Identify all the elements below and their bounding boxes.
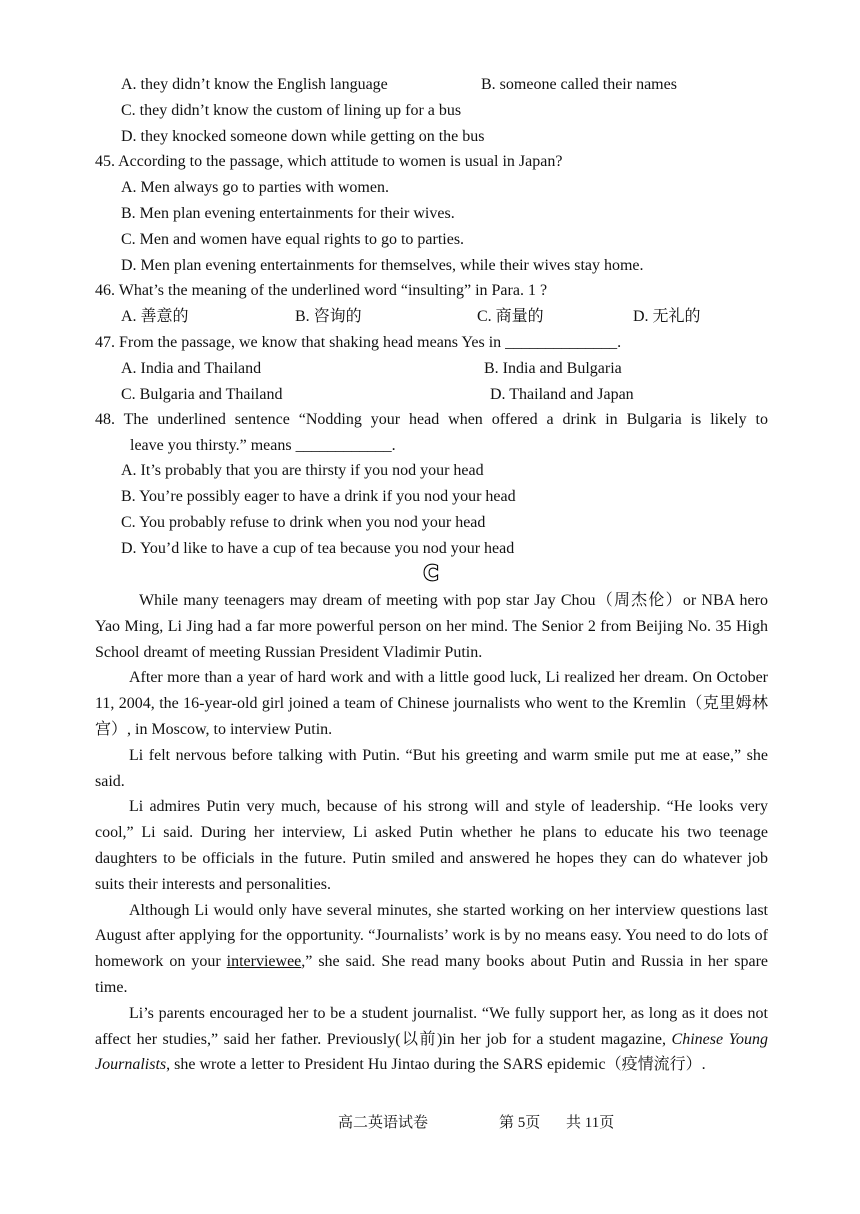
q46-option-b: B. 咨询的 [295,308,362,325]
p6-text-before: Li’s parents encouraged her to be a student journalist. “We fully support her, as long as it does not affect her studies,” said her father. Previously(以前)in her job for a student magazine, [95,1004,768,1048]
q45-option-c: C. Men and women have equal rights to go to parties. [121,231,465,248]
q46-option-a: A. 善意的 [121,308,189,325]
passage-c [95,588,768,1078]
q46-option-c: C. 商量的 [477,308,544,325]
q46-stem: 46. What’s the meaning of the underlined word “insulting” in Para. 1 ? [95,282,548,299]
q44-option-b: B. someone called their names [481,76,677,93]
p5-text-after: ,” she said. She read many books about Putin and Russia in her spare time. [95,953,768,996]
q44-option-d: D. they knocked someone down while getting on the bus [121,128,485,145]
underlined-word-interviewee: interviewee [226,953,302,971]
q48-option-d: D. You’d like to have a cup of tea because you nod your head [121,540,515,557]
q45-stem: 45. According to the passage, which attitude to women is usual in Japan? [95,153,563,170]
q46-option-d: D. 无礼的 [633,308,701,325]
q47-option-c: C. Bulgaria and Thailand [121,386,283,403]
passage-paragraph-5 [95,898,768,1001]
section-c-letter: C [423,562,439,584]
q48-option-a: A. It’s probably that you are thirsty if you nod your head [121,462,484,479]
q48-stem-line2: leave you thirsty.” means ____________. [130,437,396,454]
q48-option-c: C. You probably refuse to drink when you nod your head [121,514,486,531]
p6-text-after: , she wrote a letter to President Hu Jintao during the SARS epidemic（疫情流行）. [166,1056,706,1074]
q47-option-a: A. India and Thailand [121,360,262,377]
q45-option-b: B. Men plan evening entertainments for their wives. [121,205,455,222]
q44-option-a: A. they didn’t know the English language [121,76,388,93]
q45-option-d: D. Men plan evening entertainments for themselves, while their wives stay home. [121,257,644,274]
section-c-heading [418,562,444,584]
footer-title: 高二英语试卷 [338,1115,429,1131]
footer-total-pages: 共 11页 [566,1115,615,1131]
q45-option-a: A. Men always go to parties with women. [121,179,389,196]
passage-paragraph-1: While many teenagers may dream of meeting with pop star Jay Chou（周杰伦）or NBA hero Yao Ming, Li Jing had a far more powerful person on her mind. The Senior 2 from Beijing No. 35 High School dreamt of meeting Russian President Vladimir Putin. [95,592,768,661]
passage-paragraph-2: After more than a year of hard work and with a little good luck, Li realized her dream. On October 11, 2004, the 16-year-old girl joined a team of Chinese journalists who went to the Kremlin（克里姆林宫）, in Moscow, to interview Putin. [95,669,768,738]
passage-paragraph-3: Li felt nervous before talking with Putin. “But his greeting and warm smile put me at ease,” she said. [95,746,768,790]
magazine-title: Chinese Young Journalists [95,1030,768,1074]
q47-option-b: B. India and Bulgaria [484,360,622,377]
passage-paragraph-6 [95,1001,768,1078]
q47-stem: 47. From the passage, we know that shaking head means Yes in ______________. [95,334,622,351]
q48-option-b: B. You’re possibly eager to have a drink if you nod your head [121,488,516,505]
q47-option-d: D. Thailand and Japan [490,386,634,403]
passage-paragraph-4: Li admires Putin very much, because of his strong will and style of leadership. “He looks very cool,” Li said. During her interview, Li asked Putin whether he plans to educate his two teenage daughters to be officials in the future. Putin smiled and answered he hopes they can do whatever job suits their interests and personalities. [95,798,768,893]
p5-text-before: Although Li would only have several minutes, she started working on her interview questions last August after applying for the opportunity. “Journalists’ work is by no means easy. You need to do lots of homework on your [95,901,768,971]
q44-option-c: C. they didn’t know the custom of lining up for a bus [121,102,462,119]
q48-stem-line1: 48. The underlined sentence “Nodding your head when offered a drink in Bulgaria is likely to [95,411,768,428]
footer-page-number: 第 5页 [499,1115,541,1131]
